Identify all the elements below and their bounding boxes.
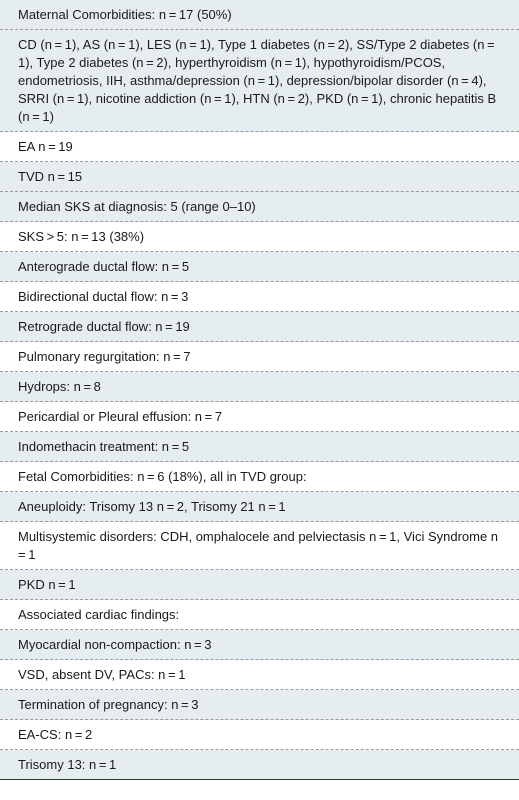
row-text: Indomethacin treatment: n = 5 [18,439,190,454]
table-row [0,630,519,660]
table-row [0,282,519,312]
row-text: Trisomy 13: n = 1 [18,757,117,772]
table-row [0,432,519,462]
table-row [0,372,519,402]
table-row [0,522,519,570]
table-row [0,402,519,432]
row-text: EA-CS: n = 2 [18,727,93,742]
table-row [0,720,519,750]
row-text: TVD n = 15 [18,169,83,184]
row-text: Multisystemic disorders: CDH, omphalocele and pelviectasis n = 1, Vici Syndrome n = 1 [18,529,501,562]
row-text: Fetal Comorbidities: n = 6 (18%), all in TVD group: [18,469,307,484]
table-row [0,660,519,690]
row-text: EA n = 19 [18,139,73,154]
row-text: Termination of pregnancy: n = 3 [18,697,199,712]
table-row [0,192,519,222]
row-text: Pericardial or Pleural effusion: n = 7 [18,409,223,424]
row-text: VSD, absent DV, PACs: n = 1 [18,667,186,682]
table-row [0,342,519,372]
row-text: CD (n = 1), AS (n = 1), LES (n = 1), Type 1 diabetes (n = 2), SS/Type 2 diabetes (n = 1), Type 2 diabetes (n = 2), hyperthyroidism (n = 1), hypothyroidism/PCOS, endometriosis, IIH, asthma/depression (n = 1), depression/bipolar disorder (n = 4), SRRI (n = 1), nicotine addiction (n = 1), HTN (n = 2), PKD (n = 1), chronic hepatitis B (n = 1) [18,37,498,124]
row-text: Bidirectional ductal flow: n = 3 [18,289,189,304]
table-row [0,600,519,630]
row-text: Pulmonary regurgitation: n = 7 [18,349,191,364]
table-row [0,462,519,492]
row-text: Aneuploidy: Trisomy 13 n = 2, Trisomy 21 n = 1 [18,499,286,514]
row-text: Anterograde ductal flow: n = 5 [18,259,190,274]
table-row [0,312,519,342]
table-row [0,30,519,132]
row-text: Myocardial non-compaction: n = 3 [18,637,212,652]
table-row [0,0,519,30]
row-text: Associated cardiac findings: [18,607,180,622]
table-row [0,162,519,192]
row-text: Hydrops: n = 8 [18,379,101,394]
table-row [0,750,519,780]
table-row [0,222,519,252]
table-row [0,570,519,600]
table-row [0,492,519,522]
table-row [0,252,519,282]
row-text: Median SKS at diagnosis: 5 (range 0–10) [18,199,256,214]
row-text: SKS > 5: n = 13 (38%) [18,229,145,244]
row-text: PKD n = 1 [18,577,76,592]
row-text: Retrograde ductal flow: n = 19 [18,319,190,334]
table-row [0,690,519,720]
table-row [0,132,519,162]
row-text: Maternal Comorbidities: n = 17 (50%) [18,7,232,22]
